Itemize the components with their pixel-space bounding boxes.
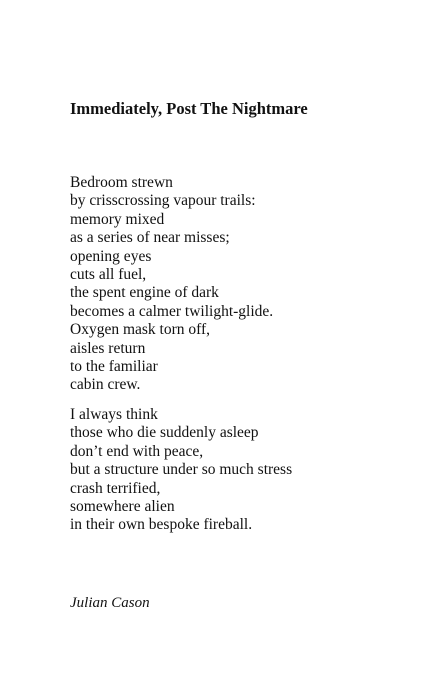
poem-line: cuts all fuel, [70, 266, 147, 284]
poem-line: as a series of near misses; [70, 229, 230, 247]
poem-line: crash terrified, [70, 479, 161, 497]
poem-line: opening eyes [70, 247, 152, 265]
poem-line: Oxygen mask torn off, [70, 321, 211, 339]
poem-line: somewhere alien [70, 498, 175, 516]
poem-line: aisles return [70, 339, 146, 357]
poem-line: memory mixed [70, 210, 165, 228]
poem-line: becomes a calmer twilight-glide. [70, 302, 274, 320]
poem-line: don’t end with peace, [70, 442, 204, 460]
stanza-2 [70, 406, 292, 535]
poem-author: Julian Cason [70, 595, 150, 611]
poem-line: Bedroom strewn [70, 174, 173, 191]
poem-line: those who die suddenly asleep [70, 424, 259, 442]
poem-line: in their own bespoke fireball. [70, 516, 253, 534]
poem-line: the spent engine of dark [70, 284, 219, 302]
stanza-1 [70, 174, 273, 395]
poem-line: but a structure under so much stress [70, 461, 293, 479]
poem-line: cabin crew. [70, 376, 141, 394]
poem-line: by crisscrossing vapour trails: [70, 192, 256, 210]
poem-title: Immediately, Post The Nightmare [70, 99, 308, 118]
poem-line: to the familiar [70, 358, 158, 376]
poem-line: I always think [70, 406, 158, 423]
